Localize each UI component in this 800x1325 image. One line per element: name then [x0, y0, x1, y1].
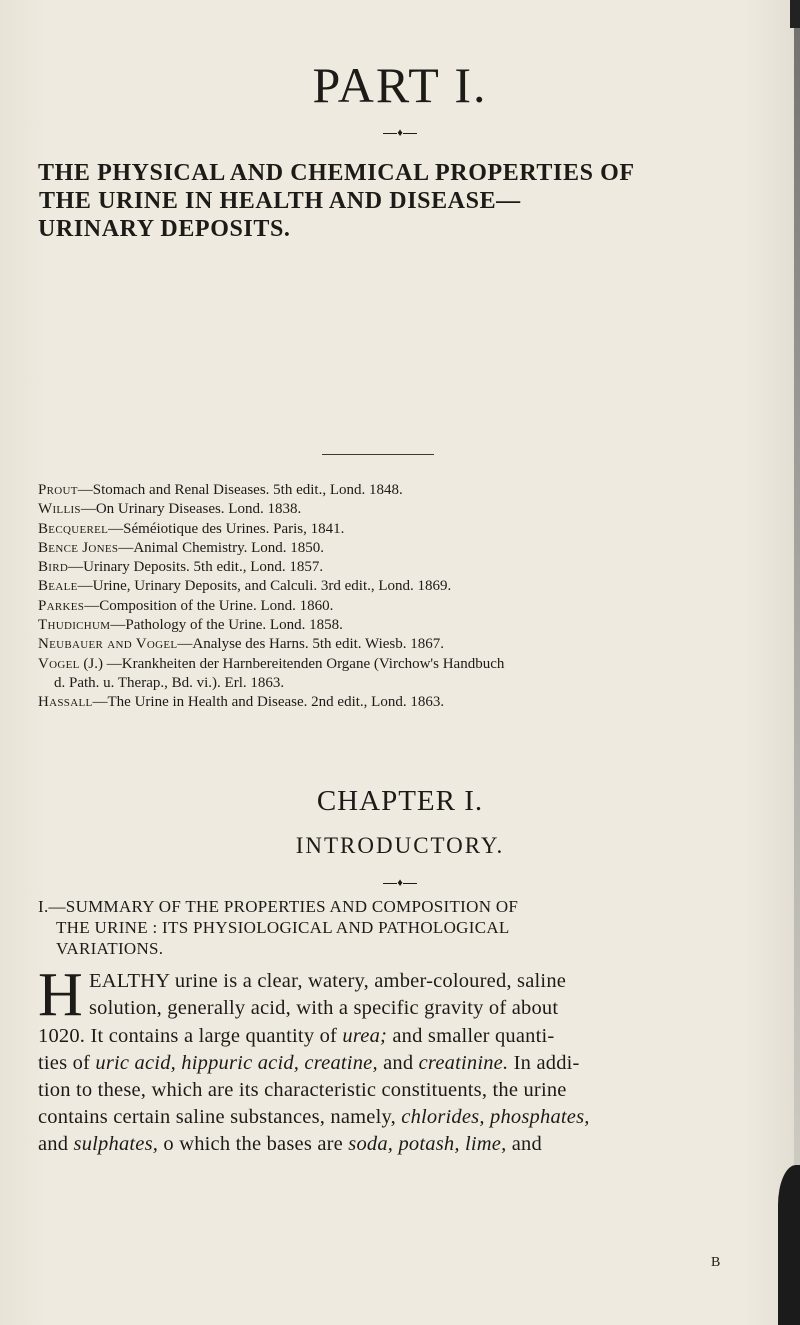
- main-title-line: THE PHYSICAL AND CHEMICAL PROPERTIES OF: [38, 160, 635, 186]
- diamond-icon: ♦: [397, 127, 403, 139]
- drop-cap: H: [38, 961, 83, 1029]
- reference-item: Parkes—Composition of the Urine. Lond. 1860.: [38, 597, 334, 614]
- body-line: solution, generally acid, with a specific gravity of about: [88, 997, 559, 1019]
- reference-item: Neubauer and Vogel—Analyse des Harns. 5th edit. Wiesb. 1867.: [38, 636, 444, 653]
- part-title: PART I.: [312, 57, 488, 113]
- reference-item: Hassall—The Urine in Health and Disease. 2nd edit., Lond. 1863.: [38, 694, 445, 711]
- body-line: contains certain saline substances, namely, chlorides, phosphates,: [38, 1106, 590, 1128]
- main-title-line: THE URINE IN HEALTH AND DISEASE—: [39, 188, 521, 214]
- body-line: tion to these, which are its characteristic constituents, the urine: [38, 1079, 567, 1101]
- body-paragraph: [38, 961, 783, 1158]
- body-line: and sulphates, o which the bases are soda, potash, lime, and: [38, 1133, 542, 1155]
- body-line: ties of uric acid, hippuric acid, creatine, and creatinine. In addi-: [38, 1052, 580, 1074]
- scan-edge-strip: [794, 28, 800, 1325]
- section-heading-line: THE URINE : ITS PHYSIOLOGICAL AND PATHOLOGICAL: [56, 918, 510, 937]
- section-heading-line: I.—SUMMARY OF THE PROPERTIES AND COMPOSITION OF: [38, 897, 519, 916]
- scan-edge-bottom: [778, 1165, 800, 1325]
- reference-list: [38, 481, 778, 713]
- diamond-icon: ♦: [397, 877, 403, 889]
- reference-item-continuation: d. Path. u. Therap., Bd. vi.). Erl. 1863.: [54, 674, 285, 691]
- body-line: 1020. It contains a large quantity of urea; and smaller quanti-: [38, 1025, 555, 1047]
- reference-item: Vogel (J.) —Krankheiten der Harnbereitenden Organe (Virchow's Handbuch: [38, 655, 505, 672]
- reference-item: Beale—Urine, Urinary Deposits, and Calculi. 3rd edit., Lond. 1869.: [38, 578, 452, 595]
- reference-item: Prout—Stomach and Renal Diseases. 5th edit., Lond. 1848.: [38, 482, 403, 498]
- scan-edge-top: [790, 0, 800, 28]
- divider-rule: [322, 454, 434, 455]
- signature-mark: B: [711, 1255, 721, 1270]
- body-line: EALTHY urine is a clear, watery, amber-coloured, saline: [88, 970, 567, 992]
- main-title-line: URINARY DEPOSITS.: [38, 216, 291, 242]
- reference-item: Bence Jones—Animal Chemistry. Lond. 1850.: [38, 539, 325, 556]
- section-heading-line: VARIATIONS.: [56, 939, 164, 958]
- main-title: [38, 159, 758, 243]
- chapter-subtitle: INTRODUCTORY.: [295, 833, 505, 858]
- section-heading: [38, 896, 778, 959]
- reference-item: Thudichum—Pathology of the Urine. Lond. 1858.: [38, 617, 343, 634]
- reference-item: Willis—On Urinary Diseases. Lond. 1838.: [38, 501, 302, 518]
- reference-item: Becquerel—Séméiotique des Urines. Paris, 1841.: [38, 520, 345, 537]
- ornament-divider-bottom: [0, 878, 800, 889]
- reference-item: Bird—Urinary Deposits. 5th edit., Lond. 1857.: [38, 559, 324, 576]
- chapter-title: CHAPTER I.: [316, 785, 484, 817]
- ornament-divider-top: [0, 128, 800, 139]
